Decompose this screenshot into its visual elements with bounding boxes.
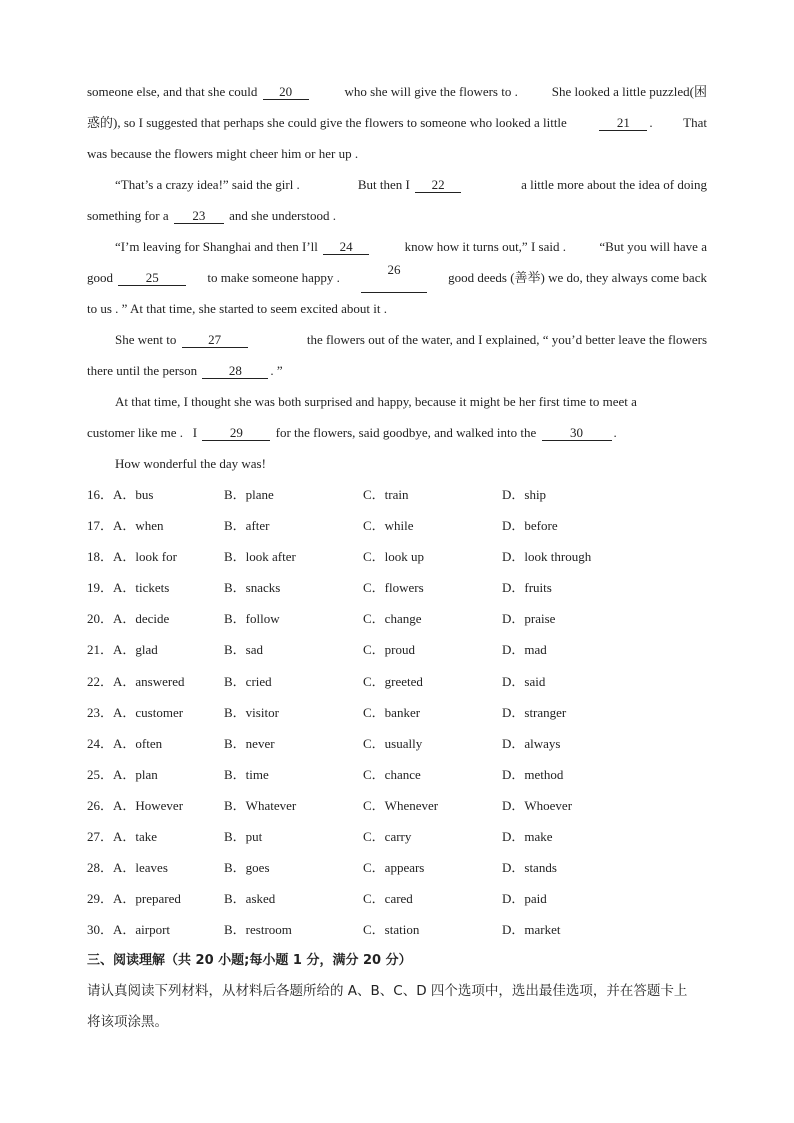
question-number: 27．A． [87, 829, 136, 845]
option-d[interactable]: D．ship [502, 487, 547, 502]
option-a[interactable] [87, 541, 224, 572]
passage-line-7 [87, 262, 707, 293]
blank-26: 26 [361, 262, 427, 293]
option-d[interactable]: D．fruits [502, 580, 552, 596]
option-b[interactable]: B．asked [224, 891, 276, 907]
text: who she will give the flowers to . [344, 84, 518, 99]
option-d[interactable]: D．always [502, 735, 561, 751]
option-row [87, 603, 707, 634]
text: . [613, 425, 617, 440]
text: “I’m leaving for Shanghai and then I’ll [115, 239, 318, 254]
option-a-text: often [135, 735, 163, 751]
option-b[interactable]: B．Whatever [224, 797, 297, 813]
option-c[interactable]: C．Whenever [363, 797, 439, 813]
blank-21: 21 [599, 115, 647, 131]
option-a[interactable] [87, 728, 224, 759]
option-b[interactable]: B．look after [224, 549, 296, 565]
option-c[interactable]: C．carry [363, 829, 412, 845]
option-d[interactable]: D．make [502, 829, 553, 845]
option-c[interactable]: C．train [363, 487, 409, 502]
text: know how it turns out,” I said . [404, 239, 566, 254]
text: to make someone happy . [207, 270, 340, 285]
option-c[interactable]: C．flowers [363, 580, 424, 596]
question-number: 28．A． [87, 860, 136, 876]
question-number: 23．A． [87, 704, 136, 720]
exam-page [87, 76, 707, 1038]
passage-line-3: was because the flowers might cheer him or her up . [87, 146, 359, 161]
option-a[interactable] [87, 572, 224, 603]
question-number: 18．A． [87, 549, 136, 565]
blank-28: 28 [202, 363, 268, 379]
blank-22: 22 [415, 177, 461, 193]
option-row [87, 572, 707, 603]
option-b[interactable]: B．follow [224, 611, 280, 627]
question-number: 17．A． [87, 518, 136, 534]
option-a-text: decide [135, 611, 170, 627]
question-number: 19．A． [87, 580, 136, 596]
option-row [87, 634, 707, 665]
text: . ” [270, 363, 283, 378]
option-a-text: bus [135, 487, 154, 502]
option-row [87, 510, 707, 541]
section-instruction-line-1: 请认真阅读下列材料，从材料后各题所给的 A、B、C、D 四个选项中，选出最佳选项，并在答题卡上 [87, 983, 688, 1000]
option-a-text: leaves [135, 860, 168, 876]
text: for the flowers, said goodbye, and walked into the [275, 425, 537, 440]
text: a little more about the idea of doing [521, 177, 707, 192]
option-b[interactable]: B．restroom [224, 922, 292, 938]
passage-line-6 [87, 231, 707, 262]
option-a[interactable] [87, 666, 224, 697]
option-a[interactable] [87, 852, 224, 883]
option-b[interactable]: B．time [224, 766, 269, 782]
text: She went to [115, 332, 177, 347]
blank-20: 20 [263, 84, 309, 100]
text: 惑的), so I suggested that perhaps she could give the flowers to someone who looked a little [87, 115, 567, 130]
blank-30: 30 [542, 425, 612, 441]
passage-line-11 [87, 386, 707, 417]
option-d[interactable]: D．before [502, 518, 558, 534]
option-a[interactable] [87, 821, 224, 852]
text: “But you will have a [599, 239, 707, 254]
option-a-text: tickets [135, 580, 170, 596]
passage-line-10 [87, 355, 707, 386]
option-c[interactable]: C．while [363, 518, 414, 534]
option-row [87, 759, 707, 790]
blank-23: 23 [174, 208, 224, 224]
option-c[interactable]: C．proud [363, 642, 416, 658]
option-d[interactable]: D．market [502, 922, 561, 938]
text: good [87, 270, 113, 285]
question-number: 24．A． [87, 735, 136, 751]
option-d[interactable]: D．paid [502, 891, 547, 907]
option-a[interactable] [87, 914, 224, 945]
blank-27: 27 [182, 332, 248, 348]
passage-line-2 [87, 107, 707, 138]
option-a-text: prepared [135, 891, 181, 907]
passage-line-4 [87, 169, 707, 200]
option-a-text: airport [135, 922, 171, 938]
option-c[interactable]: C．cared [363, 891, 413, 907]
option-c[interactable]: C．banker [363, 704, 421, 720]
text: . [649, 115, 653, 130]
option-row [87, 666, 707, 697]
section-instruction-line-2: 将该项涂黑。 [87, 1014, 168, 1031]
option-b[interactable]: B．cried [224, 673, 272, 689]
text: That [683, 115, 707, 130]
text: good deeds (善举) we do, they always come back [448, 270, 707, 285]
blank-25: 25 [118, 270, 186, 286]
option-a[interactable] [87, 603, 224, 634]
text: the flowers out of the water, and I explained, “ you’d better leave the flowers [306, 332, 707, 347]
option-a[interactable] [87, 634, 224, 665]
option-d[interactable]: D．method [502, 766, 564, 782]
option-row [87, 479, 707, 510]
option-d[interactable]: D．praise [502, 611, 556, 627]
question-number: 29．A． [87, 891, 136, 907]
options-list [87, 479, 707, 945]
option-a-text: look for [135, 549, 177, 565]
question-number: 21．A． [87, 642, 136, 658]
text: something for a [87, 208, 169, 223]
section-title: 三、阅读理解（共 20 小题;每小题 1 分，满分 20 分） [87, 953, 412, 969]
option-row [87, 697, 707, 728]
option-c[interactable]: C．chance [363, 766, 421, 782]
text: there until the person [87, 363, 198, 378]
option-row [87, 790, 707, 821]
option-a-text: answered [135, 673, 185, 689]
blank-24: 24 [323, 239, 369, 255]
option-row [87, 914, 707, 945]
option-a[interactable] [87, 510, 224, 541]
question-number: 25．A． [87, 766, 136, 782]
option-c[interactable]: C．usually [363, 735, 423, 751]
option-d[interactable]: D．stranger [502, 704, 567, 720]
option-a[interactable] [87, 479, 224, 510]
text: someone else, and that she could [87, 84, 258, 99]
option-c[interactable]: C．appears [363, 860, 425, 876]
option-row [87, 541, 707, 572]
option-b[interactable]: B．after [224, 518, 270, 534]
option-c[interactable]: C．change [363, 611, 422, 627]
option-row [87, 728, 707, 759]
question-number: 30．A． [87, 922, 136, 938]
option-a-text: customer [135, 704, 184, 720]
question-number: 16．A． [87, 487, 136, 502]
option-a-text: take [135, 829, 158, 845]
option-a-text: plan [135, 766, 158, 782]
option-c[interactable]: C．greeted [363, 673, 423, 689]
option-b[interactable]: B．put [224, 829, 263, 845]
question-number: 26．A． [87, 797, 136, 813]
text: She looked a little puzzled(困 [551, 84, 707, 99]
passage-line-5 [87, 200, 707, 231]
question-number: 22．A． [87, 673, 136, 689]
option-a-text: when [135, 518, 164, 534]
option-a-text: glad [135, 642, 158, 658]
option-row [87, 883, 707, 914]
text: and she understood . [229, 208, 336, 223]
blank-29: 29 [202, 425, 270, 441]
option-b[interactable]: B．goes [224, 860, 270, 876]
passage-line-9 [87, 324, 707, 355]
option-d[interactable]: D．said [502, 673, 546, 689]
passage-line-1 [87, 76, 707, 107]
text: At that time, I thought she was both surprised and happy, because it might be her first time to meet a [115, 394, 637, 409]
option-row [87, 852, 707, 883]
option-b[interactable]: B．visitor [224, 704, 279, 720]
option-a[interactable] [87, 790, 224, 821]
option-a[interactable] [87, 697, 224, 728]
text: I [192, 425, 198, 440]
passage-line-8: to us . ” At that time, she started to seem excited about it . [87, 301, 388, 316]
option-b[interactable]: B．never [224, 735, 275, 751]
option-b[interactable]: B．plane [224, 487, 274, 502]
passage-line-12 [87, 417, 707, 448]
option-b[interactable]: B．snacks [224, 580, 281, 596]
option-d[interactable]: D．Whoever [502, 797, 573, 813]
text: “That’s a crazy idea!” said the girl . [115, 177, 300, 192]
text: But then I [357, 177, 410, 192]
option-a[interactable] [87, 883, 224, 914]
option-c[interactable]: C．station [363, 922, 420, 938]
option-b[interactable]: B．sad [224, 642, 264, 658]
option-d[interactable]: D．stands [502, 860, 557, 876]
option-row [87, 821, 707, 852]
option-c[interactable]: C．look up [363, 549, 425, 565]
option-a-text: However [135, 797, 184, 813]
option-d[interactable]: D．look through [502, 549, 592, 565]
text: customer like me . [87, 425, 184, 440]
question-number: 20．A． [87, 611, 136, 627]
passage-line-13: How wonderful the day was! [115, 456, 266, 471]
option-d[interactable]: D．mad [502, 642, 547, 658]
option-a[interactable] [87, 759, 224, 790]
